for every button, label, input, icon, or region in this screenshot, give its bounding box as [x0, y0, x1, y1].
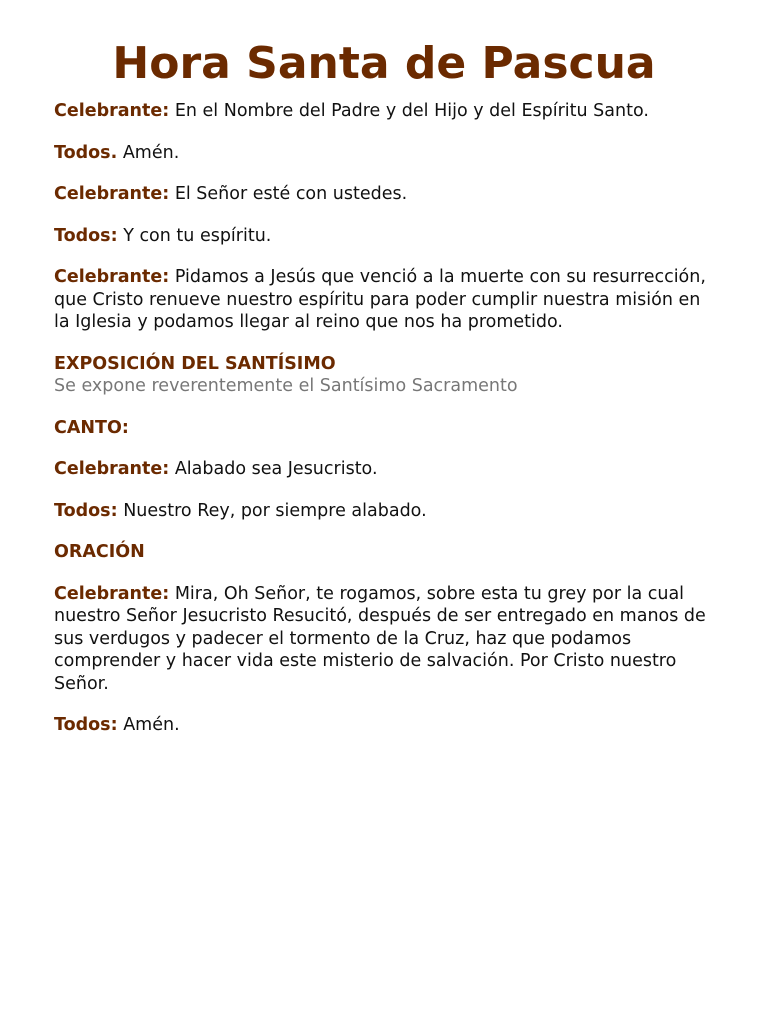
dialogue-text: Amén. — [123, 715, 180, 735]
dialogue-line — [54, 266, 714, 334]
dialogue-line — [54, 500, 714, 523]
dialogue-line — [54, 100, 714, 123]
dialogue-line — [54, 225, 714, 248]
dialogue-line — [54, 583, 714, 696]
dialogue-line — [54, 714, 714, 737]
rubric-text: Se expone reverentemente el Santísimo Sacramento — [54, 376, 518, 396]
dialogue-line — [54, 458, 714, 481]
section-heading-canto: CANTO: — [54, 417, 129, 438]
speaker-label: Celebrante: — [54, 184, 170, 204]
dialogue-text: Alabado sea Jesucristo. — [174, 459, 378, 479]
speaker-label: Celebrante: — [54, 583, 170, 604]
dialogue-text: Mira, Oh Señor, te rogamos, sobre esta tu grey por la cual nuestro Señor Jesucristo Resucitó, después de ser entregado en manos de sus verdugos y padecer el tormento de la Cruz, haz que podamos comprender y hacer vida este misterio de salvación. Por Cristo nuestro Señor. — [54, 583, 706, 694]
speaker-label: Todos. — [54, 142, 118, 163]
section-heading-oracion: ORACIÓN — [54, 542, 145, 562]
speaker-label: Todos: — [54, 225, 118, 246]
speaker-label: Celebrante: — [54, 267, 170, 287]
speaker-label: Todos: — [54, 715, 118, 735]
document-title: Hora Santa de Pascua — [112, 38, 656, 89]
speaker-label: Celebrante: — [54, 459, 170, 479]
document-content — [54, 100, 714, 737]
dialogue-text: Y con tu espíritu. — [123, 225, 272, 246]
dialogue-line — [54, 183, 714, 206]
dialogue-text: El Señor esté con ustedes. — [174, 184, 408, 204]
dialogue-text: Amén. — [122, 142, 180, 163]
section-heading-exposicion: EXPOSICIÓN DEL SANTÍSIMO — [54, 353, 336, 374]
speaker-label: Todos: — [54, 500, 118, 521]
speaker-label: Celebrante: — [54, 101, 170, 121]
dialogue-text: Nuestro Rey, por siempre alabado. — [123, 500, 427, 521]
dialogue-text: Pidamos a Jesús que venció a la muerte con su resurrección, que Cristo renueve nuestro espíritu para poder cumplir nuestra misión en la Iglesia y podamos llegar al reino que nos ha prometido. — [54, 267, 706, 332]
dialogue-text: En el Nombre del Padre y del Hijo y del Espíritu Santo. — [174, 101, 649, 121]
dialogue-line — [54, 142, 714, 165]
